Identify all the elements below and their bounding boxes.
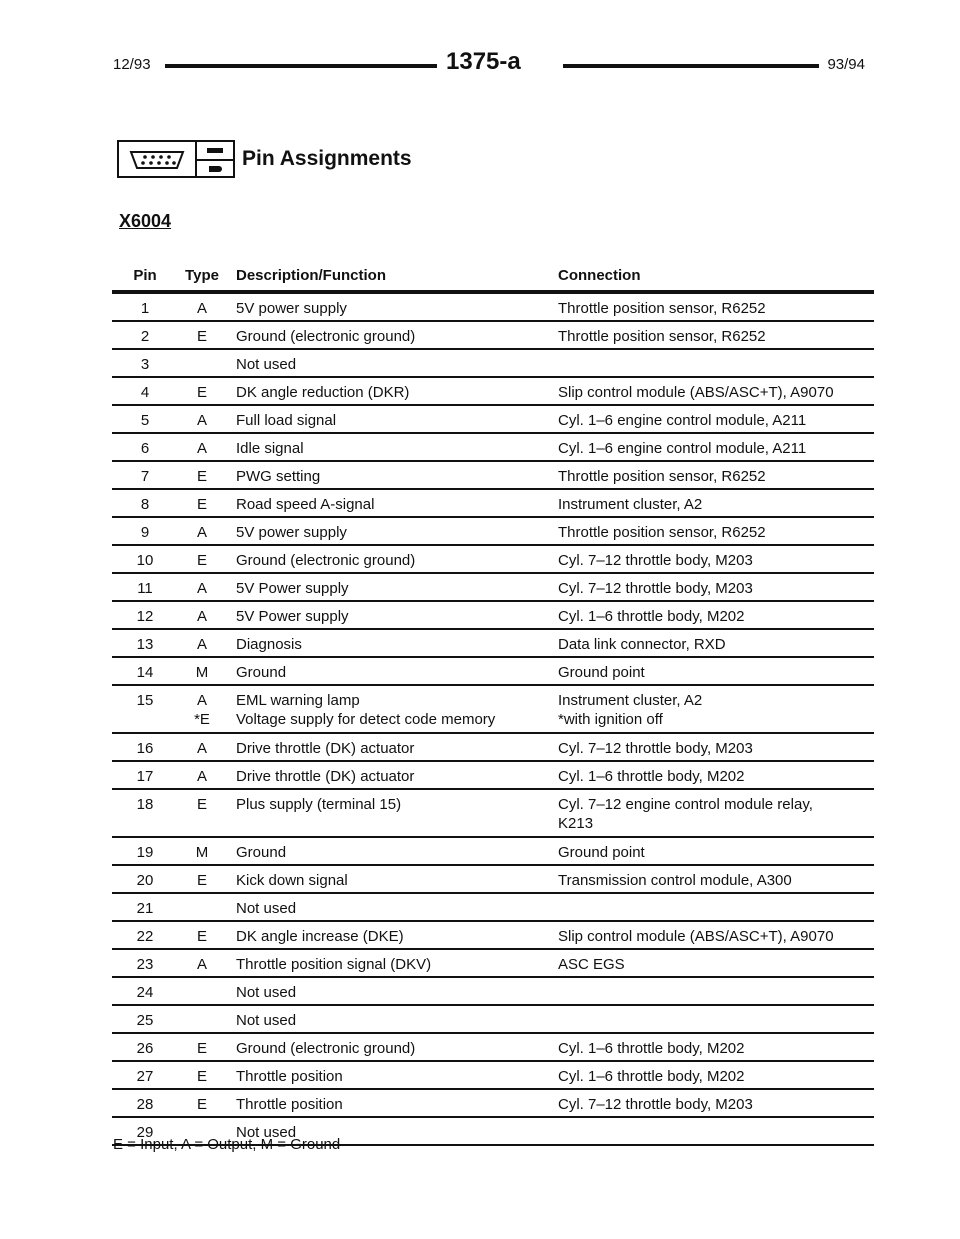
connection-cell-line2: *with ignition off — [558, 711, 663, 728]
description-cell: Ground (electronic ground) — [236, 328, 416, 345]
table-row — [112, 920, 874, 948]
connection-cell: Instrument cluster, A2 — [558, 496, 703, 513]
table-row — [112, 376, 874, 404]
table-row — [112, 432, 874, 460]
description-cell: Ground (electronic ground) — [236, 1040, 416, 1057]
table-row — [112, 1088, 874, 1116]
header-left-date: 12/93 — [113, 56, 151, 73]
description-cell: Ground — [236, 844, 287, 861]
pin-cell: 18 — [136, 796, 154, 813]
table-row — [112, 544, 874, 572]
connection-cell: Throttle position sensor, R6252 — [558, 300, 766, 317]
column-header-pin: Pin — [133, 267, 157, 284]
description-cell: Not used — [236, 1124, 297, 1141]
description-cell: Not used — [236, 984, 297, 1001]
table-row — [112, 320, 874, 348]
pin-cell: 15 — [136, 692, 154, 709]
description-cell: Drive throttle (DK) actuator — [236, 768, 415, 785]
table-row — [112, 760, 874, 788]
table-row — [112, 684, 874, 732]
pin-cell: 22 — [136, 928, 154, 945]
section-icons — [117, 140, 235, 180]
pin-cell: 8 — [140, 496, 150, 513]
description-cell: Drive throttle (DK) actuator — [236, 740, 415, 757]
connection-cell: Cyl. 1–6 throttle body, M202 — [558, 768, 745, 785]
pin-cell: 17 — [136, 768, 154, 785]
pin-cell: 13 — [136, 636, 154, 653]
connection-cell: Cyl. 7–12 engine control module relay, — [558, 796, 813, 813]
description-cell: Throttle position — [236, 1096, 343, 1113]
description-cell: DK angle reduction (DKR) — [236, 384, 410, 401]
pin-assignment-icon — [197, 140, 235, 178]
table-row — [112, 348, 874, 376]
table-row — [112, 656, 874, 684]
description-cell: Not used — [236, 1012, 297, 1029]
connection-cell: Instrument cluster, A2 — [558, 692, 703, 709]
column-header-description: Description/Function — [236, 267, 386, 284]
table-body — [112, 290, 874, 1146]
type-cell: E — [196, 384, 207, 401]
pin-cell: 1 — [140, 300, 150, 317]
connection-cell: Cyl. 7–12 throttle body, M203 — [558, 1096, 753, 1113]
table-row — [112, 290, 874, 320]
description-cell: Full load signal — [236, 412, 337, 429]
type-cell: E — [196, 496, 207, 513]
type-cell: E — [196, 552, 207, 569]
table-row — [112, 948, 874, 976]
connection-cell: Ground point — [558, 664, 645, 681]
description-cell: Plus supply (terminal 15) — [236, 796, 402, 813]
pin-cell: 2 — [140, 328, 150, 345]
pin-cell: 26 — [136, 1040, 154, 1057]
pin-cell: 24 — [136, 984, 154, 1001]
type-cell: A — [196, 692, 207, 709]
connection-cell: Cyl. 1–6 engine control module, A211 — [558, 440, 807, 457]
legend-footnote: E = Input, A = Output, M = Ground — [113, 1136, 341, 1153]
connection-cell: Throttle position sensor, R6252 — [558, 468, 766, 485]
description-cell: Not used — [236, 356, 297, 373]
table-row — [112, 1004, 874, 1032]
description-cell: 5V power supply — [236, 524, 347, 541]
description-cell: Ground — [236, 664, 287, 681]
pin-cell: 29 — [136, 1124, 154, 1141]
description-cell: Diagnosis — [236, 636, 302, 653]
connection-cell: Cyl. 1–6 throttle body, M202 — [558, 1040, 745, 1057]
pin-cell: 23 — [136, 956, 154, 973]
connection-cell: Ground point — [558, 844, 645, 861]
table-row — [112, 516, 874, 544]
pin-cell: 12 — [136, 608, 154, 625]
table-row — [112, 864, 874, 892]
type-cell: E — [196, 872, 207, 889]
connection-cell: Throttle position sensor, R6252 — [558, 328, 766, 345]
pin-cell: 6 — [140, 440, 150, 457]
description-cell: 5V power supply — [236, 300, 347, 317]
type-cell: M — [195, 664, 209, 681]
type-cell: M — [195, 844, 209, 861]
description-cell: Throttle position signal (DKV) — [236, 956, 432, 973]
type-cell: A — [196, 636, 207, 653]
type-cell: E — [196, 328, 207, 345]
pin-cell: 11 — [137, 580, 153, 597]
type-cell-line2: *E — [194, 711, 210, 728]
pin-cell: 28 — [136, 1096, 154, 1113]
type-cell: E — [196, 796, 207, 813]
connection-cell: Cyl. 1–6 engine control module, A211 — [558, 412, 807, 429]
description-cell: Not used — [236, 900, 297, 917]
table-row — [112, 788, 874, 836]
table-row — [112, 628, 874, 656]
pin-cell: 16 — [136, 740, 154, 757]
description-cell: EML warning lamp — [236, 692, 360, 709]
table-row — [112, 732, 874, 760]
pin-cell: 25 — [136, 1012, 154, 1029]
type-cell: E — [196, 468, 207, 485]
type-cell: A — [196, 768, 207, 785]
table-row — [112, 572, 874, 600]
header-right-date: 93/94 — [827, 56, 865, 73]
type-cell: A — [196, 580, 207, 597]
table-row — [112, 836, 874, 864]
table-row — [112, 892, 874, 920]
table-row — [112, 460, 874, 488]
connection-cell: ASC EGS — [558, 956, 625, 973]
type-cell: A — [196, 740, 207, 757]
connection-cell: Cyl. 7–12 throttle body, M203 — [558, 552, 753, 569]
type-cell: A — [196, 608, 207, 625]
type-cell: A — [196, 412, 207, 429]
table-row — [112, 976, 874, 1004]
connector-id: X6004 — [119, 211, 172, 231]
connection-cell: Data link connector, RXD — [558, 636, 726, 653]
page-header — [113, 48, 865, 78]
column-header-connection: Connection — [558, 267, 641, 284]
pin-cell: 20 — [136, 872, 154, 889]
connector-icon — [117, 140, 197, 178]
header-rule-left — [165, 64, 437, 68]
section-title: Pin Assignments — [242, 147, 412, 170]
connection-cell: Transmission control module, A300 — [558, 872, 792, 889]
pin-cell: 14 — [136, 664, 154, 681]
connection-cell: Slip control module (ABS/ASC+T), A9070 — [558, 928, 834, 945]
connection-cell-line2: K213 — [558, 815, 594, 832]
table-row — [112, 488, 874, 516]
description-cell-line2: Voltage supply for detect code memory — [236, 711, 496, 728]
pin-cell: 19 — [136, 844, 154, 861]
pin-table — [112, 266, 874, 1146]
type-cell: A — [196, 956, 207, 973]
pin-cell: 10 — [136, 552, 154, 569]
table-row — [112, 1032, 874, 1060]
pin-cell: 7 — [140, 468, 150, 485]
connection-cell: Cyl. 1–6 throttle body, M202 — [558, 1068, 745, 1085]
type-cell: E — [196, 1040, 207, 1057]
type-cell: A — [196, 440, 207, 457]
type-cell: E — [196, 1096, 207, 1113]
connection-cell: Cyl. 7–12 throttle body, M203 — [558, 740, 753, 757]
header-rule-right — [563, 64, 819, 68]
connection-cell: Cyl. 7–12 throttle body, M203 — [558, 580, 753, 597]
type-cell: E — [196, 1068, 207, 1085]
table-row — [112, 600, 874, 628]
pin-cell: 3 — [140, 356, 150, 373]
column-header-type: Type — [185, 267, 219, 284]
description-cell: 5V Power supply — [236, 608, 349, 625]
description-cell: 5V Power supply — [236, 580, 349, 597]
description-cell: DK angle increase (DKE) — [236, 928, 404, 945]
pin-cell: 9 — [140, 524, 150, 541]
pin-cell: 5 — [140, 412, 150, 429]
pin-cell: 21 — [136, 900, 154, 917]
table-row — [112, 1060, 874, 1088]
document-number: 1375-a — [446, 48, 521, 75]
table-header — [112, 266, 874, 290]
table-row — [112, 404, 874, 432]
pin-cell: 4 — [140, 384, 150, 401]
connection-cell: Cyl. 1–6 throttle body, M202 — [558, 608, 745, 625]
type-cell: A — [196, 300, 207, 317]
description-cell: Throttle position — [236, 1068, 343, 1085]
type-cell: E — [196, 928, 207, 945]
description-cell: Idle signal — [236, 440, 304, 457]
description-cell: Kick down signal — [236, 872, 348, 889]
description-cell: Ground (electronic ground) — [236, 552, 416, 569]
pin-cell: 27 — [136, 1068, 154, 1085]
connection-cell: Slip control module (ABS/ASC+T), A9070 — [558, 384, 834, 401]
type-cell: A — [196, 524, 207, 541]
description-cell: Road speed A-signal — [236, 496, 375, 513]
connection-cell: Throttle position sensor, R6252 — [558, 524, 766, 541]
description-cell: PWG setting — [236, 468, 321, 485]
